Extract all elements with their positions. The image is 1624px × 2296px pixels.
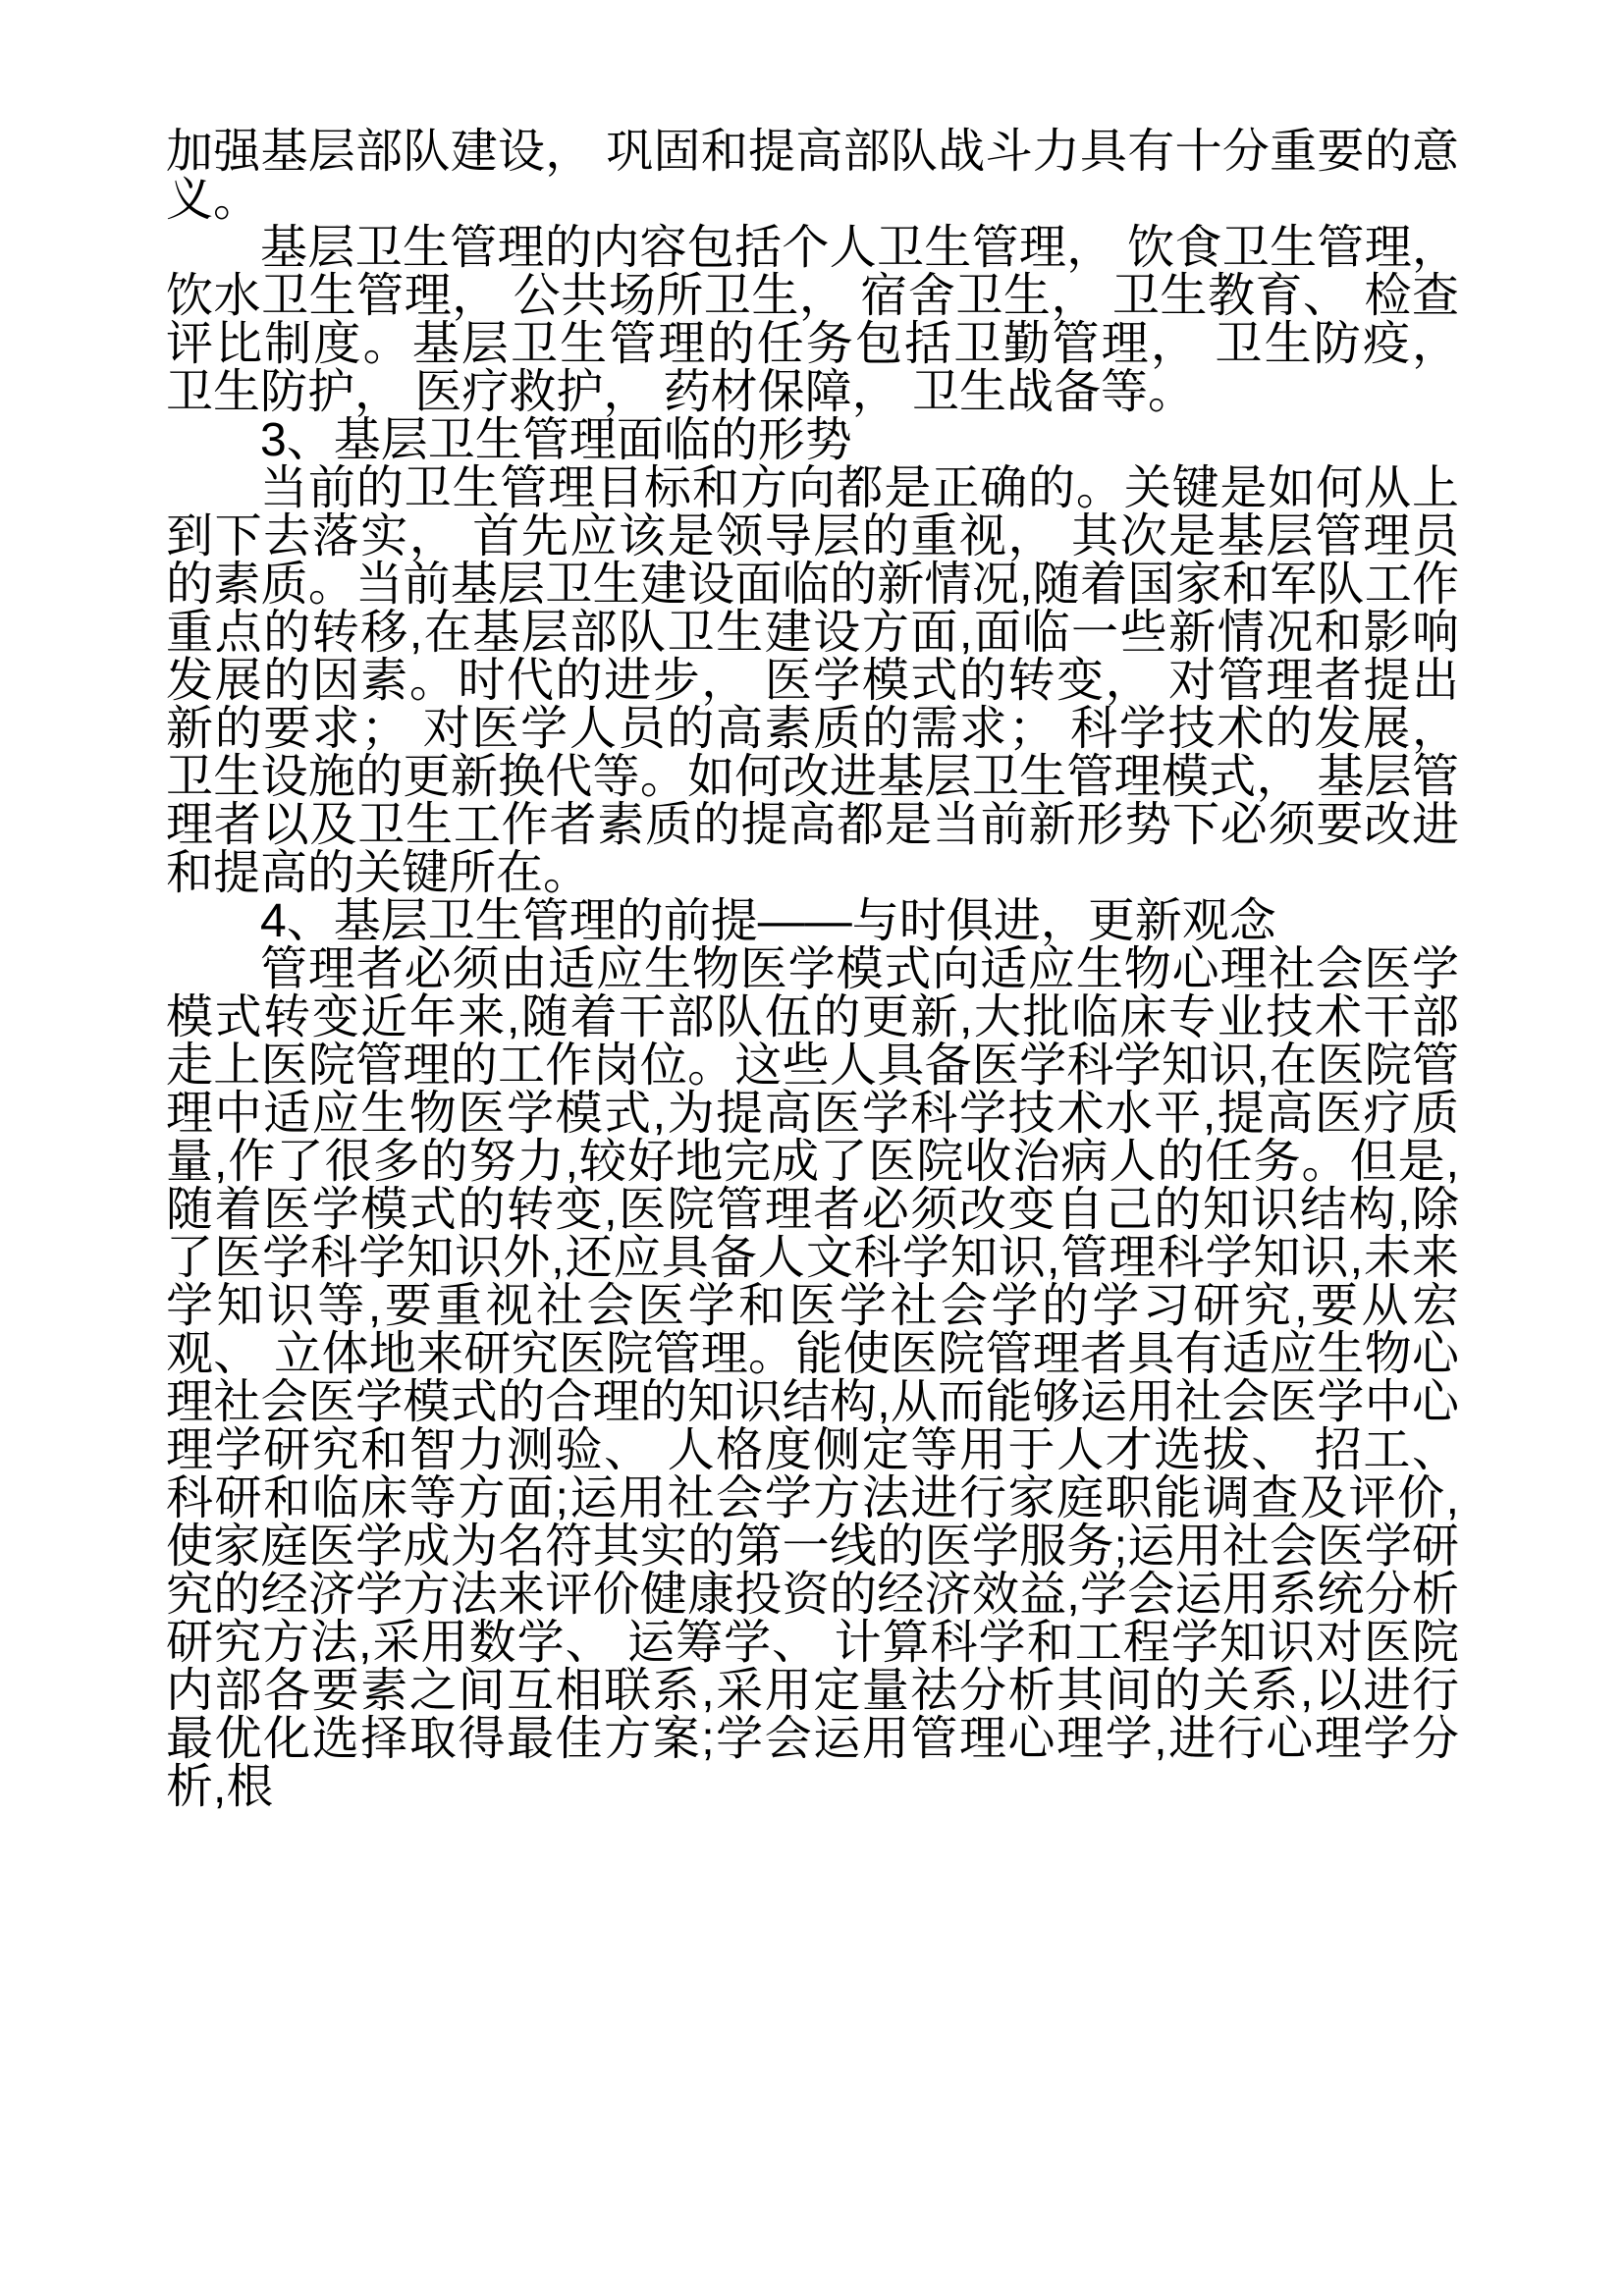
paragraph-health-management-content: 基层卫生管理的内容包括个人卫生管理， 饮食卫生管理， 饮水卫生管理， 公共场所卫生， 宿舍卫生， 卫生教育、 检查评比制度。基层卫生管理的任务包括卫勤管理， 卫生防疫， 卫生防护， 医疗救护， 药材保障， 卫生战备等。: [166, 222, 1459, 418]
section-heading-4: 4、基层卫生管理的前提——与时俱进，更新观念: [260, 895, 1276, 947]
section-heading-3: 3、基层卫生管理面临的形势: [260, 414, 852, 466]
paragraph-continuation: 加强基层部队建设， 巩固和提高部队战斗力具有十分重要的意义。: [166, 126, 1459, 226]
paragraph-management-premise: 管理者必须由适应生物医学模式向适应生物心理社会医学模式转变近年来,随着干部队伍的更新,大批临床专业技术干部走上医院管理的工作岗位。这些人具备医学科学知识,在医院管理中适应生物医学模式,为提高医学科学技术水平,提高医疗质量,作了很多的努力,较好地完成了医院收治病人的任务。但是,随着医学模式的转变,医院管理者必须改变自己的知识结构,除了医学科学知识外,还应具备人文科学知识,管理科学知识,未来学知识等,要重视社会医学和医学社会学的学习研究,要从宏观、 立体地来研究医院管理。能使医院管理者具有适应生物心理社会医学模式的合理的知识结构,从而能够运用社会医学中心理学研究和智力测验、 人格度侧定等用于人才选拔、 招工、 科研和临床等方面;运用社会学方法进行家庭职能调查及评价,使家庭医学成为名符其实的第一线的医学服务;运用社会医学研究的经济学方法来评价健康投资的经济效益,学会运用系统分析研究方法,采用数学、 运筹学、 计算科学和工程学知识对医院内部各要素之间互相联系,采用定量祛分析其间的关系,以进行最优化选择取得最佳方案;学会运用管理心理学,进行心理学分析,根: [166, 943, 1459, 1813]
paragraph-current-situation: 当前的卫生管理目标和方向都是正确的。关键是如何从上到下去落实， 首先应该是领导层的重视， 其次是基层管理员的素质。当前基层卫生建设面临的新情况,随着国家和军队工作重点的转移,在基层部队卫生建设方面,面临一些新情况和影响发展的因素。时代的进步， 医学模式的转变， 对管理者提出新的要求； 对医学人员的高素质的需求； 科学技术的发展， 卫生设施的更新换代等。如何改进基层卫生管理模式， 基层管理者以及卫生工作者素质的提高都是当前新形势下必须要改进和提高的关键所在。: [166, 462, 1459, 899]
